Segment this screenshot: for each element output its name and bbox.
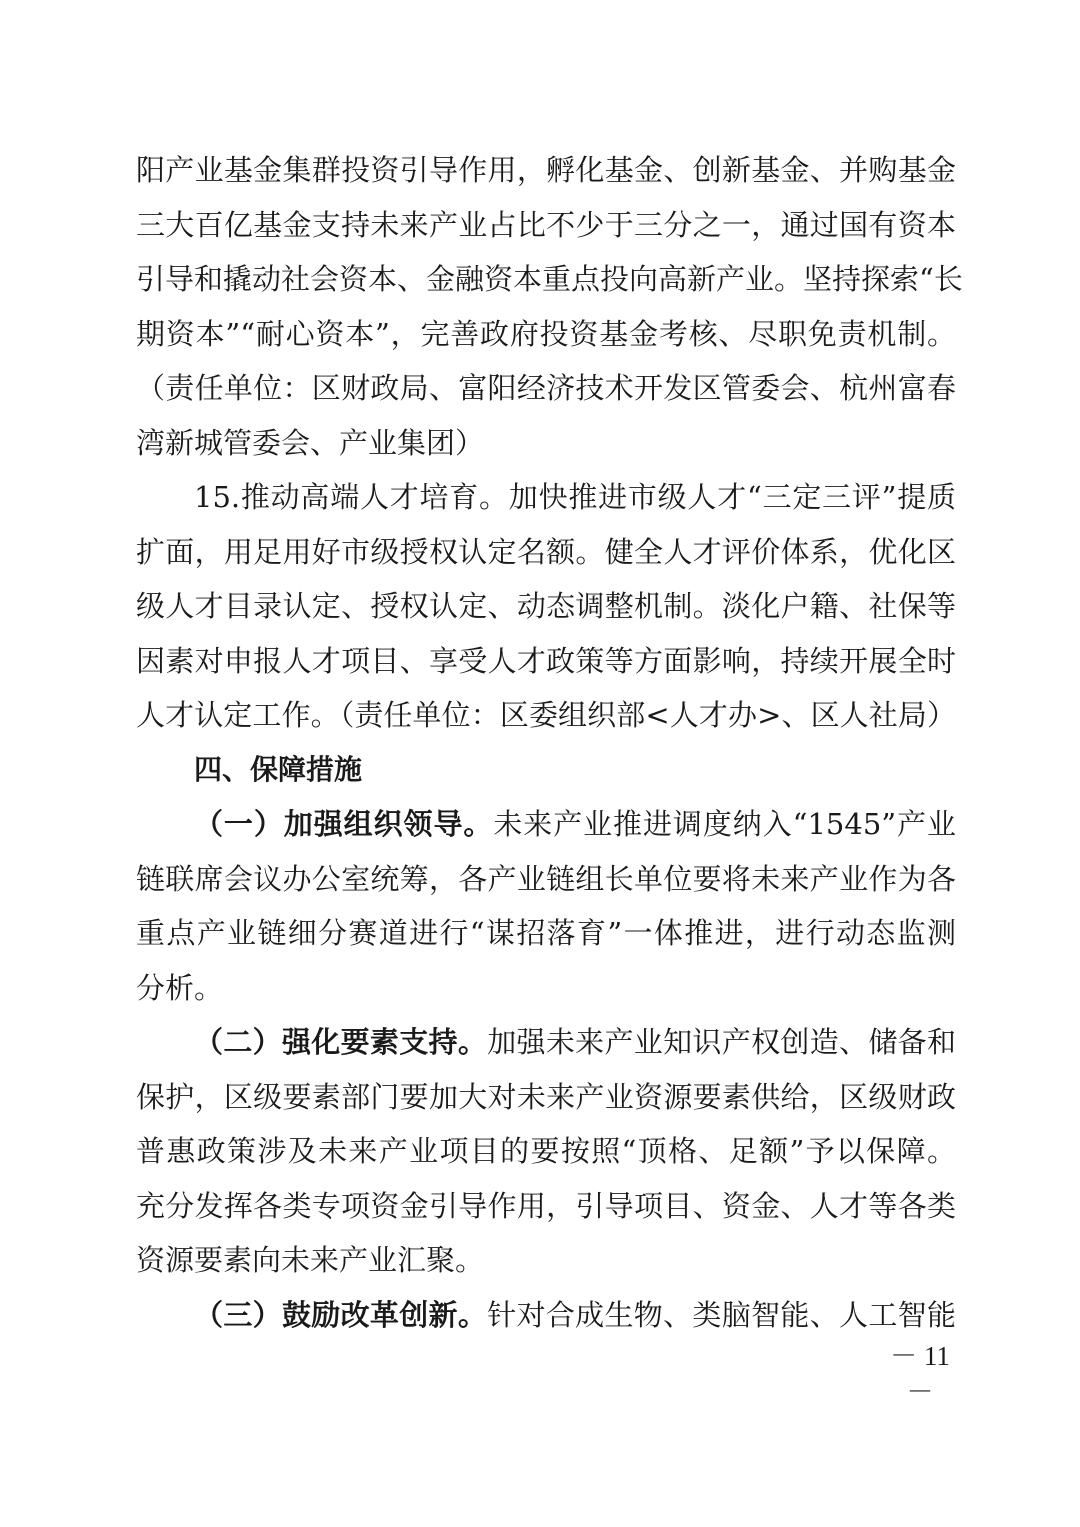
subsection-title: （二）强化要素支持。 (194, 1025, 488, 1059)
text-line: 扩面，用足用好市级授权认定名额。健全人才评价体系，优化区 (136, 534, 956, 569)
text-line: 资源要素向未来产业汇聚。 (136, 1243, 485, 1277)
text-segment: 针对合成生物、类脑智能、人工智能 (487, 1297, 956, 1332)
text-line: 15.推动高端人才培育。加快推进市级人才“三定三评”提质 (194, 480, 956, 514)
text-line: （责任单位：区财政局、富阳经济技术开发区管委会、杭州富春 (136, 371, 956, 405)
text-line: 保护，区级要素部门要加大对未来产业资源要素供给，区级财政 (136, 1079, 956, 1114)
subsection-title: （一）加强组织领导。 (194, 807, 494, 841)
text-line: 分析。 (136, 970, 224, 1005)
text-line: 充分发挥各类专项资金引导作用，引导项目、资金、人才等各类 (136, 1188, 956, 1223)
text-line: 期资本”“耐心资本”，完善政府投资基金考核、尽职免责机制。 (136, 316, 956, 351)
subsection-title: （三）鼓励改革创新。 (194, 1297, 488, 1332)
text-line: 级人才目录认定、授权认定、动态调整机制。淡化户籍、社保等 (136, 589, 956, 623)
page-number: － 11 － (890, 1341, 950, 1407)
document-body (136, 143, 963, 1342)
text-segment: 未来产业推进调度纳入“1545”产业 (493, 807, 956, 841)
text-line (136, 1288, 956, 1343)
text-line: 因素对申报人才项目、享受人才政策等方面影响，持续开展全时 (136, 643, 956, 678)
text-line: 人才认定工作。（责任单位：区委组织部<人才办>、区人社局） (136, 698, 956, 732)
text-line: 阳产业基金集群投资引导作用，孵化基金、创新基金、并购基金 (136, 153, 956, 187)
text-line (136, 797, 956, 852)
text-segment: 加强未来产业知识产权创造、储备和 (487, 1025, 956, 1059)
text-line: 湾新城管委会、产业集团） (136, 425, 485, 460)
text-line: 三大百亿基金支持未来产业占比不少于三分之一，通过国有资本 (136, 207, 956, 242)
text-line: 重点产业链细分赛道进行“谋招落育”一体推进，进行动态监测 (136, 916, 956, 950)
text-line: 引导和撬动社会资本、金融资本重点投向高新产业。坚持探索“长 (136, 262, 963, 296)
text-line: 普惠政策涉及未来产业项目的要按照“顶格、足额”予以保障。 (136, 1134, 956, 1168)
section-heading: 四、保障措施 (194, 752, 363, 786)
text-line: 链联席会议办公室统筹，各产业链组长单位要将未来产业作为各 (136, 861, 956, 896)
text-line (136, 1015, 956, 1070)
